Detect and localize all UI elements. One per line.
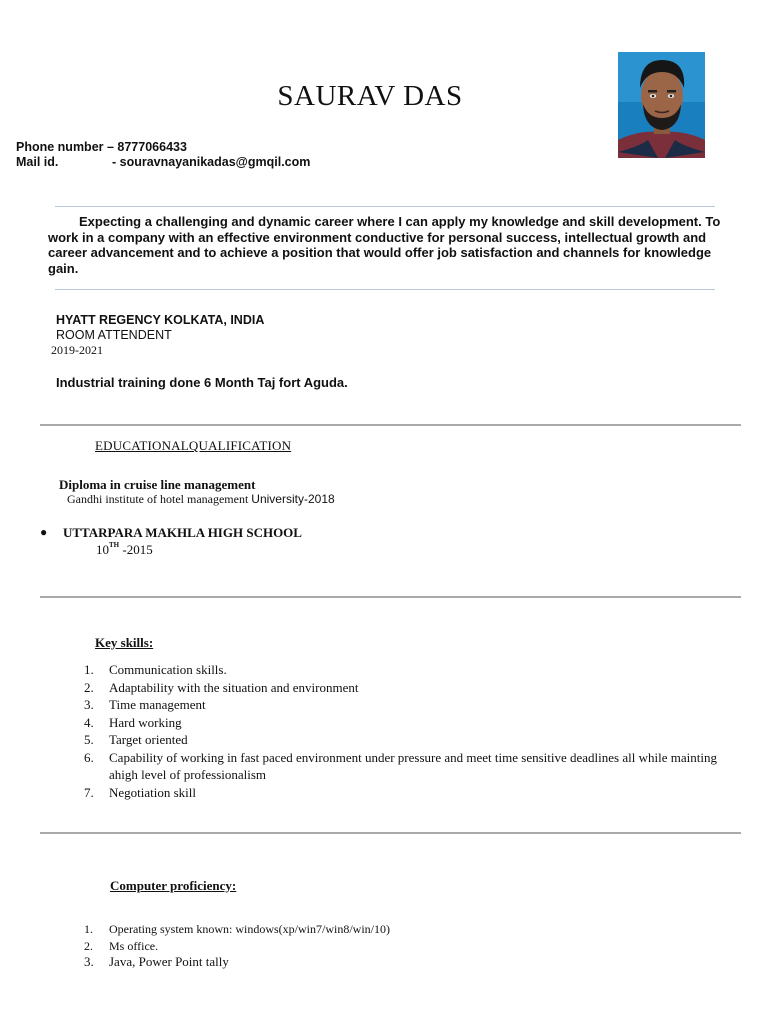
list-number: 2. xyxy=(84,679,94,695)
employer-name: HYATT REGENCY KOLKATA, INDIA xyxy=(56,313,265,327)
grade-suffix: TH xyxy=(109,541,120,549)
skills-heading: Key skills: xyxy=(95,635,154,650)
section-divider xyxy=(40,596,741,598)
institute-year: University-2018 xyxy=(251,492,335,506)
phone-number: Phone number – 8777066433 xyxy=(16,140,187,154)
list-number: 5. xyxy=(84,732,94,747)
diploma-institute xyxy=(67,492,335,507)
profile-photo-image xyxy=(618,52,705,158)
diploma-title: Diploma in cruise line management xyxy=(59,477,256,492)
education-heading: EDUCATIONALQUALIFICATION xyxy=(95,438,292,453)
list-number: 2. xyxy=(84,938,93,953)
computer-skill-text: Operating system known: windows(xp/win7/win8/win/10) xyxy=(109,922,390,936)
training-note: Industrial training done 6 Month Taj fort Aguda. xyxy=(56,375,348,390)
computer-heading: Computer proficiency: xyxy=(110,878,237,893)
list-number: 6. xyxy=(84,749,94,765)
profile-photo xyxy=(618,52,705,158)
section-divider xyxy=(40,832,741,834)
list-number: 3. xyxy=(84,954,94,969)
list-number: 1. xyxy=(84,922,93,936)
skill-text: Capability of working in fast paced environment under pressure and meet time sensitive deadlines all while mainting ahigh level of professionalism xyxy=(109,749,717,782)
computer-skill-text: Ms office. xyxy=(109,938,159,953)
computer-skill-text: Java, Power Point tally xyxy=(109,954,229,969)
skill-text: Communication skills. xyxy=(109,662,227,677)
grade-number: 10 xyxy=(96,542,109,557)
skill-text: Adaptability with the situation and environment xyxy=(109,679,359,695)
mail-address: - souravnayanikadas@gmqil.com xyxy=(112,155,311,169)
career-objective: Expecting a challenging and dynamic career where I can apply my knowledge and skill development. To work in a company with an effective environment conductive for personal success, intellectual growth and career advancement and to achieve a position that would offer job satisfaction and channels for knowledge gain. xyxy=(48,214,721,276)
institute-name: Gandhi institute of hotel management xyxy=(67,492,249,506)
skill-text: Time management xyxy=(109,697,206,712)
job-role: ROOM ATTENDENT xyxy=(56,328,172,342)
candidate-name: SAURAV DAS xyxy=(277,80,463,112)
divider xyxy=(55,206,715,207)
list-number: 4. xyxy=(84,714,94,730)
divider xyxy=(55,289,715,290)
list-number: 7. xyxy=(84,785,94,800)
job-years: 2019-2021 xyxy=(51,343,103,357)
section-divider xyxy=(40,424,741,426)
skill-text: Target oriented xyxy=(109,732,188,747)
school-grade xyxy=(96,542,153,558)
list-number: 1. xyxy=(84,662,94,677)
school-name: UTTARPARA MAKHLA HIGH SCHOOL xyxy=(63,525,302,540)
mail-label: Mail id. xyxy=(16,155,59,169)
bullet-icon: ● xyxy=(40,525,48,539)
list-number: 3. xyxy=(84,697,94,712)
grade-year: -2015 xyxy=(119,542,153,557)
skill-text: Hard working xyxy=(109,714,182,730)
skill-text: Negotiation skill xyxy=(109,785,197,800)
